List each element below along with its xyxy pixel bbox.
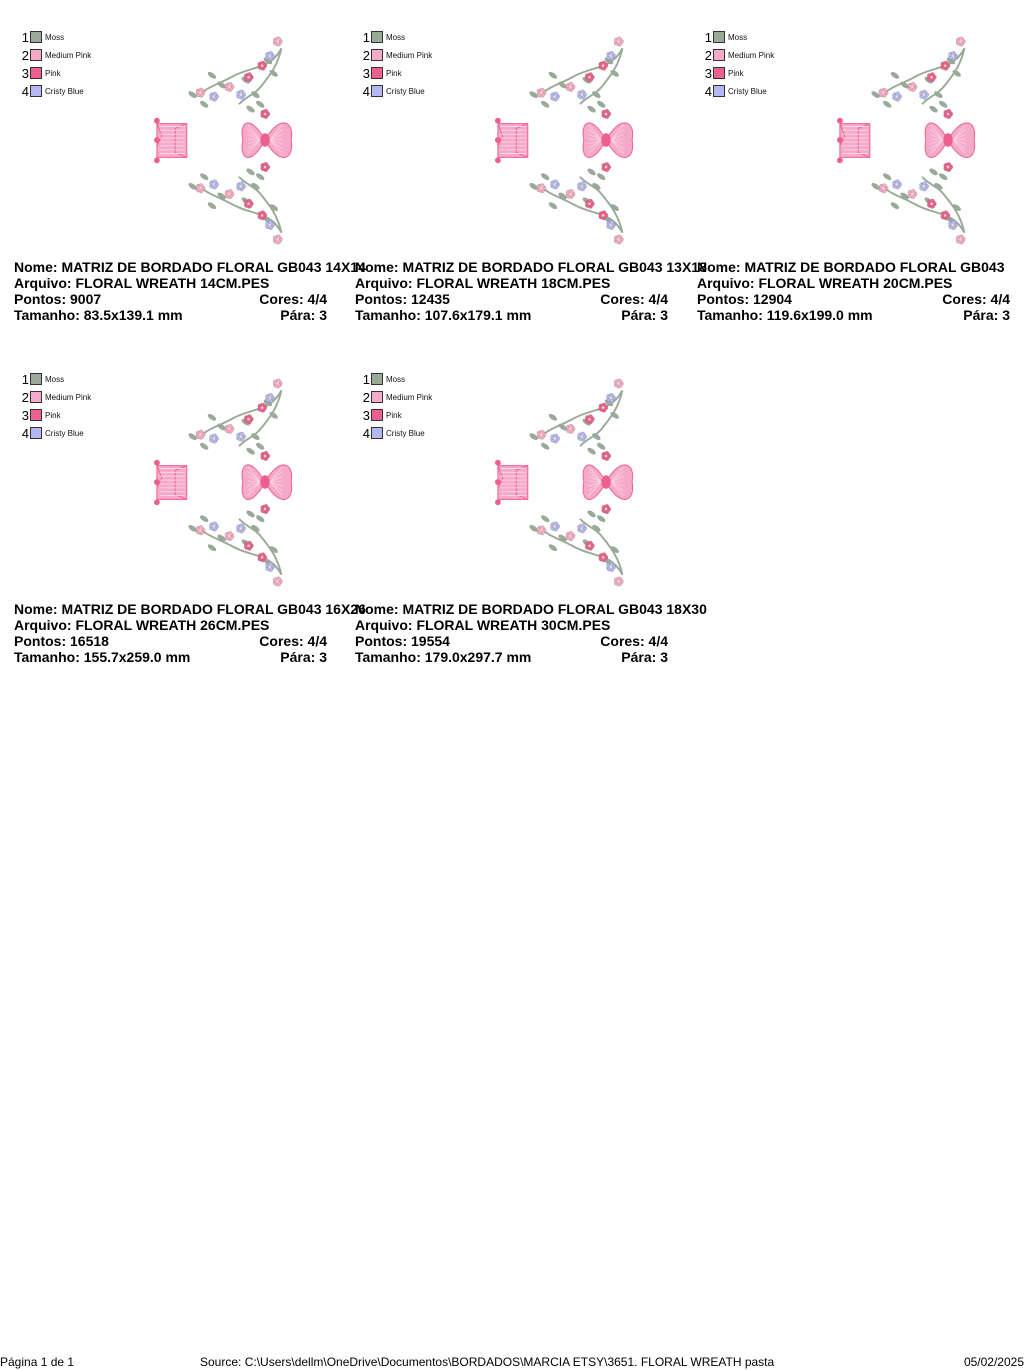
thread-legend-row (361, 64, 432, 82)
flower-motif (258, 61, 267, 70)
leaf-motif (938, 100, 949, 109)
leaf-motif (596, 514, 607, 523)
design-card (14, 370, 366, 680)
flower-motif (225, 82, 234, 91)
design-card (355, 370, 707, 680)
thread-legend (361, 370, 432, 442)
thread-name: Pink (45, 68, 61, 78)
flower-motif (920, 182, 929, 191)
stop-count: Pára: 3 (963, 307, 1010, 323)
design-info (14, 259, 366, 323)
thread-swatch (371, 31, 383, 43)
thread-legend (20, 28, 91, 100)
thread-name: Pink (386, 68, 402, 78)
thread-number: 2 (21, 389, 29, 405)
thread-legend-row (703, 46, 774, 64)
thread-legend-row (20, 28, 91, 46)
thread-name: Pink (45, 410, 61, 420)
stop-count: Pára: 3 (621, 307, 668, 323)
flower-motif (210, 92, 219, 101)
thread-name: Cristy Blue (45, 428, 84, 438)
leaf-motif (255, 442, 266, 451)
flower-motif (927, 199, 936, 208)
thread-legend-row (20, 82, 91, 100)
thread-number: 2 (362, 47, 370, 63)
flower-motif (599, 61, 608, 70)
flower-motif (920, 90, 929, 99)
flower-motif (956, 37, 965, 46)
flower-motif (237, 432, 246, 441)
flower-motif (244, 541, 253, 550)
flower-motif (551, 180, 560, 189)
flower-motif (225, 189, 234, 198)
source-path: Source: C:\Users\dellm\OneDrive\Documentos\BORDADOS\MARCIA ETSY\3651. FLORAL WREATH pasta (200, 1355, 775, 1369)
leaf-motif (207, 543, 218, 552)
flower-motif (258, 403, 267, 412)
thread-swatch (30, 49, 42, 61)
thread-name: Moss (45, 374, 65, 384)
leaf-motif (207, 413, 218, 422)
thread-legend (703, 28, 774, 100)
print-date: 05/02/2025 (963, 1355, 1024, 1369)
thread-legend-row (361, 388, 432, 406)
thread-name: Cristy Blue (386, 86, 425, 96)
flower-motif (261, 109, 270, 118)
flower-motif (537, 430, 546, 439)
flower-motif (956, 235, 965, 244)
thread-legend-row (20, 424, 91, 442)
thread-legend-row (361, 28, 432, 46)
thread-swatch (30, 31, 42, 43)
design-card (355, 28, 707, 338)
design-file: Arquivo: FLORAL WREATH 20CM.PES (697, 275, 953, 291)
color-count: Cores: 4/4 (600, 633, 668, 649)
thread-swatch (713, 49, 725, 61)
thread-swatch (371, 409, 383, 421)
flower-motif (237, 90, 246, 99)
leaf-motif (199, 100, 210, 109)
leaf-motif (882, 172, 893, 181)
design-file: Arquivo: FLORAL WREATH 14CM.PES (14, 275, 270, 291)
stop-count: Pára: 3 (280, 649, 327, 665)
bow-motif (242, 123, 292, 158)
leaf-motif (199, 172, 210, 181)
stitch-count: Pontos: 12435 (355, 291, 450, 307)
stop-count: Pára: 3 (621, 649, 668, 665)
thread-swatch (371, 49, 383, 61)
design-size: Tamanho: 119.6x199.0 mm (697, 307, 873, 323)
bow-motif (583, 123, 633, 158)
design-card (697, 28, 1024, 338)
flower-motif (244, 415, 253, 424)
stop-count: Pára: 3 (280, 307, 327, 323)
thread-number: 2 (362, 389, 370, 405)
flower-motif (944, 162, 953, 171)
flower-motif (578, 524, 587, 533)
thread-name: Pink (728, 68, 744, 78)
flower-motif (273, 37, 282, 46)
thread-legend (361, 28, 432, 100)
leaf-motif (928, 167, 939, 176)
thread-number: 3 (21, 407, 29, 423)
design-info (355, 601, 707, 665)
flower-motif (578, 182, 587, 191)
stitch-count: Pontos: 12904 (697, 291, 792, 307)
thread-swatch (30, 85, 42, 97)
flower-motif (537, 526, 546, 535)
leaf-motif (207, 71, 218, 80)
design-name: Nome: MATRIZ DE BORDADO FLORAL GB043 14X14 (14, 259, 366, 275)
leaf-motif (540, 172, 551, 181)
thread-name: Cristy Blue (45, 86, 84, 96)
flower-motif (261, 162, 270, 171)
stitch-count: Pontos: 9007 (14, 291, 102, 307)
embroidery-preview (154, 370, 294, 595)
flower-motif (602, 451, 611, 460)
flower-motif (941, 61, 950, 70)
thread-number: 3 (362, 407, 370, 423)
leaf-motif (596, 100, 607, 109)
flower-motif (614, 577, 623, 586)
thread-legend-row (20, 370, 91, 388)
thread-swatch (371, 67, 383, 79)
flower-motif (927, 73, 936, 82)
thread-swatch (30, 391, 42, 403)
leaf-motif (586, 167, 597, 176)
color-count: Cores: 4/4 (600, 291, 668, 307)
thread-number: 3 (21, 65, 29, 81)
embroidery-preview (495, 370, 635, 595)
flower-motif (196, 526, 205, 535)
thread-name: Cristy Blue (386, 428, 425, 438)
flower-motif (273, 577, 282, 586)
flower-motif (599, 403, 608, 412)
flower-motif (196, 184, 205, 193)
flower-motif (602, 504, 611, 513)
thread-legend-row (361, 424, 432, 442)
leaf-motif (540, 442, 551, 451)
design-size: Tamanho: 179.0x297.7 mm (355, 649, 532, 665)
thread-swatch (713, 31, 725, 43)
leaf-motif (199, 442, 210, 451)
flower-motif (602, 162, 611, 171)
crown-motif (154, 460, 187, 505)
thread-swatch (371, 85, 383, 97)
crown-motif (837, 118, 870, 163)
flower-motif (244, 199, 253, 208)
thread-swatch (371, 391, 383, 403)
thread-number: 1 (21, 29, 29, 45)
bow-motif (242, 465, 292, 500)
flower-motif (566, 82, 575, 91)
crown-motif (495, 460, 528, 505)
thread-number: 4 (21, 83, 29, 99)
flower-motif (566, 531, 575, 540)
leaf-motif (548, 201, 559, 210)
flower-motif (578, 90, 587, 99)
design-size: Tamanho: 107.6x179.1 mm (355, 307, 532, 323)
thread-name: Moss (728, 32, 748, 42)
thread-name: Medium Pink (45, 392, 92, 402)
thread-legend-row (361, 82, 432, 100)
leaf-motif (586, 509, 597, 518)
thread-legend-row (703, 64, 774, 82)
flower-motif (237, 524, 246, 533)
thread-number: 2 (704, 47, 712, 63)
color-count: Cores: 4/4 (942, 291, 1010, 307)
design-name: Nome: MATRIZ DE BORDADO FLORAL GB043 (697, 259, 1005, 275)
thread-name: Medium Pink (728, 50, 775, 60)
flower-motif (551, 522, 560, 531)
flower-motif (614, 37, 623, 46)
flower-motif (210, 434, 219, 443)
thread-swatch (371, 427, 383, 439)
leaf-motif (548, 543, 559, 552)
embroidery-preview (495, 28, 635, 253)
color-count: Cores: 4/4 (259, 633, 327, 649)
thread-name: Moss (386, 374, 406, 384)
leaf-motif (928, 104, 939, 113)
leaf-motif (938, 172, 949, 181)
thread-swatch (30, 67, 42, 79)
crown-motif (154, 118, 187, 163)
thread-name: Moss (45, 32, 65, 42)
page-footer (0, 1355, 1024, 1370)
leaf-motif (890, 201, 901, 210)
flower-motif (585, 199, 594, 208)
page-number: Página 1 de 1 (0, 1355, 75, 1369)
thread-legend-row (361, 370, 432, 388)
thread-swatch (713, 85, 725, 97)
flower-motif (196, 430, 205, 439)
flower-motif (261, 451, 270, 460)
thread-legend-row (20, 388, 91, 406)
thread-legend-row (20, 46, 91, 64)
color-count: Cores: 4/4 (259, 291, 327, 307)
flower-motif (879, 184, 888, 193)
flower-motif (537, 88, 546, 97)
thread-legend-row (361, 406, 432, 424)
flower-motif (602, 109, 611, 118)
thread-legend-row (361, 46, 432, 64)
thread-legend-row (20, 64, 91, 82)
thread-swatch (30, 427, 42, 439)
stitch-count: Pontos: 16518 (14, 633, 109, 649)
thread-number: 3 (362, 65, 370, 81)
thread-number: 1 (704, 29, 712, 45)
flower-motif (908, 189, 917, 198)
design-info (697, 259, 1024, 323)
thread-swatch (713, 67, 725, 79)
bow-motif (583, 465, 633, 500)
leaf-motif (245, 446, 256, 455)
flower-motif (893, 180, 902, 189)
thread-number: 1 (21, 371, 29, 387)
thread-name: Medium Pink (386, 392, 433, 402)
flower-motif (578, 432, 587, 441)
design-size: Tamanho: 155.7x259.0 mm (14, 649, 191, 665)
flower-motif (551, 434, 560, 443)
thread-name: Medium Pink (45, 50, 92, 60)
thread-name: Medium Pink (386, 50, 433, 60)
embroidery-preview (837, 28, 977, 253)
flower-motif (908, 82, 917, 91)
leaf-motif (596, 172, 607, 181)
flower-motif (566, 424, 575, 433)
thread-legend-row (20, 406, 91, 424)
flower-motif (551, 92, 560, 101)
flower-motif (273, 235, 282, 244)
flower-motif (537, 184, 546, 193)
design-card (14, 28, 366, 338)
leaf-motif (245, 509, 256, 518)
thread-legend (20, 370, 91, 442)
flower-motif (210, 522, 219, 531)
flower-motif (585, 73, 594, 82)
flower-motif (944, 109, 953, 118)
leaf-motif (255, 172, 266, 181)
flower-motif (566, 189, 575, 198)
design-size: Tamanho: 83.5x139.1 mm (14, 307, 183, 323)
thread-name: Cristy Blue (728, 86, 767, 96)
crown-motif (495, 118, 528, 163)
leaf-motif (882, 100, 893, 109)
leaf-motif (596, 442, 607, 451)
design-file: Arquivo: FLORAL WREATH 18CM.PES (355, 275, 611, 291)
leaf-motif (890, 71, 901, 80)
design-file: Arquivo: FLORAL WREATH 30CM.PES (355, 617, 611, 633)
thread-swatch (30, 373, 42, 385)
leaf-motif (540, 514, 551, 523)
design-name: Nome: MATRIZ DE BORDADO FLORAL GB043 16X26 (14, 601, 366, 617)
design-name: Nome: MATRIZ DE BORDADO FLORAL GB043 18X30 (355, 601, 707, 617)
flower-motif (273, 379, 282, 388)
leaf-motif (586, 446, 597, 455)
design-info (14, 601, 366, 665)
embroidery-preview (154, 28, 294, 253)
flower-motif (225, 531, 234, 540)
thread-name: Pink (386, 410, 402, 420)
leaf-motif (586, 104, 597, 113)
thread-number: 1 (362, 371, 370, 387)
flower-motif (879, 88, 888, 97)
flower-motif (614, 235, 623, 244)
leaf-motif (540, 100, 551, 109)
thread-legend-row (703, 82, 774, 100)
flower-motif (196, 88, 205, 97)
flower-motif (261, 504, 270, 513)
flower-motif (893, 92, 902, 101)
thread-number: 4 (362, 83, 370, 99)
design-name: Nome: MATRIZ DE BORDADO FLORAL GB043 13X18 (355, 259, 707, 275)
leaf-motif (548, 71, 559, 80)
thread-number: 4 (362, 425, 370, 441)
leaf-motif (548, 413, 559, 422)
flower-motif (585, 541, 594, 550)
leaf-motif (207, 201, 218, 210)
thread-number: 4 (704, 83, 712, 99)
flower-motif (614, 379, 623, 388)
flower-motif (244, 73, 253, 82)
leaf-motif (245, 167, 256, 176)
leaf-motif (245, 104, 256, 113)
flower-motif (225, 424, 234, 433)
leaf-motif (255, 514, 266, 523)
thread-legend-row (703, 28, 774, 46)
thread-number: 4 (21, 425, 29, 441)
bow-motif (925, 123, 975, 158)
thread-number: 3 (704, 65, 712, 81)
design-file: Arquivo: FLORAL WREATH 26CM.PES (14, 617, 270, 633)
stitch-count: Pontos: 19554 (355, 633, 450, 649)
thread-number: 2 (21, 47, 29, 63)
leaf-motif (199, 514, 210, 523)
design-info (355, 259, 707, 323)
thread-swatch (371, 373, 383, 385)
flower-motif (585, 415, 594, 424)
flower-motif (237, 182, 246, 191)
flower-motif (210, 180, 219, 189)
thread-name: Moss (386, 32, 406, 42)
thread-swatch (30, 409, 42, 421)
leaf-motif (255, 100, 266, 109)
thread-number: 1 (362, 29, 370, 45)
